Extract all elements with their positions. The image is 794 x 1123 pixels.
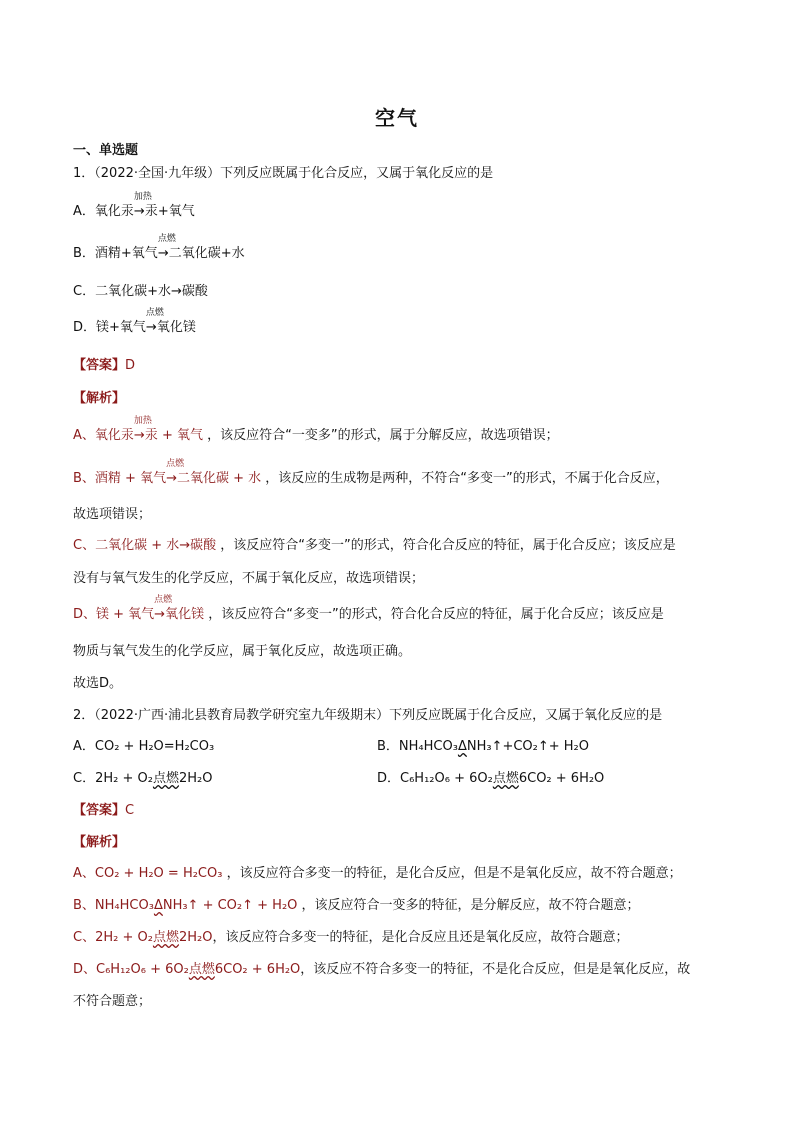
question-2-stem: 2．（2022·广西·浦北县教育局教学研究室九年级期末）下列反应既属于化合反应，又属于氧化反应的是 (73, 708, 663, 723)
question-1-option-d (73, 308, 196, 338)
answer-value: D (125, 358, 136, 373)
question-2-answer (73, 801, 134, 821)
option-text: 氧化镁 (156, 320, 196, 335)
condition-label: 点燃 (188, 962, 215, 977)
reaction-condition (133, 416, 152, 446)
reaction-condition (157, 234, 176, 264)
equation-text: 2H₂O (178, 930, 213, 945)
question-1-option-a (73, 192, 195, 222)
explanation-text: ，该反应的生成物是两种，不符合“多变一”的形式，不属于化合反应， (261, 471, 669, 486)
question-2-analysis-label (73, 833, 125, 853)
q2-explanation-d-cont: 不符合题意； (73, 994, 152, 1009)
q1-explanation-c-cont: 没有与氧气发生的化学反应，不属于氧化反应，故选项错误； (73, 571, 425, 586)
q1-explanation-c (73, 536, 676, 556)
explanation-text: ，该反应符合一变多的特征，是分解反应，故不符合题意； (297, 898, 640, 913)
condition-label: 点燃 (157, 234, 176, 244)
reaction-arrow: → (133, 428, 145, 443)
analysis-label: 【解析】 (73, 391, 126, 406)
explanation-text: ，该反应符合“一变多”的形式，属于分解反应，故选项错误； (202, 428, 559, 443)
equation-text: 6CO₂ + 6H₂O (214, 962, 301, 977)
q1-explanation-d (73, 595, 664, 625)
option-text: 2H₂O (178, 771, 213, 786)
question-2-option-a: A．CO₂ + H₂O=H₂CO₃ (73, 739, 215, 754)
question-1-option-c: C．二氧化碳+水→碳酸 (73, 284, 208, 299)
question-1-analysis-label (73, 389, 125, 409)
question-2-option-b (377, 737, 589, 757)
q2-explanation-c (73, 928, 628, 948)
equation-text: NH₃↑ + CO₂↑ + H₂O (162, 898, 298, 913)
option-text: 6CO₂ + 6H₂O (518, 771, 605, 786)
answer-value: C (125, 803, 135, 818)
answer-label: 【答案】 (73, 358, 126, 373)
option-text: NH₃↑+CO₂↑+ H₂O (466, 739, 589, 754)
equation-text: C、2H₂ + O₂ (73, 930, 153, 945)
q1-explanation-b-cont: 故选项错误； (73, 507, 152, 522)
condition-label: 点燃 (145, 308, 164, 318)
q2-explanation-b (73, 896, 640, 916)
question-1-option-b (73, 234, 245, 264)
analysis-label: 【解析】 (73, 835, 126, 850)
equation-text: D、C₆H₁₂O₆ + 6O₂ (73, 962, 189, 977)
reaction-arrow: → (154, 607, 166, 622)
option-text: B．酒精+氧气 (73, 246, 158, 261)
option-text: D．镁+氧气 (73, 320, 146, 335)
equation-text: A、CO₂ + H₂O = H₂CO₃ (73, 866, 223, 881)
q1-explanation-d-cont: 物质与氧气发生的化学反应，属于氧化反应，故选项正确。 (73, 644, 412, 659)
q2-explanation-a (73, 864, 682, 884)
equation-text: C、二氧化碳 + 水→碳酸 (73, 538, 217, 553)
page-title: 空气 (375, 106, 419, 130)
equation-text: 二氧化碳 + 水 (176, 471, 262, 486)
condition-label: 点燃 (152, 930, 179, 945)
q1-conclusion: 故选D。 (73, 676, 123, 691)
condition-label: 点燃 (166, 459, 185, 469)
option-text: C．2H₂ + O₂ (73, 771, 153, 786)
condition-label: 加热 (133, 192, 152, 202)
option-text: B．NH₄HCO₃ (377, 739, 458, 754)
option-text: 汞+氧气 (144, 204, 195, 219)
reaction-arrow: → (157, 246, 169, 261)
equation-text: B、酒精 + 氧气 (73, 471, 167, 486)
explanation-text: ，该反应符合多变一的特征，是化合反应且还是氧化反应，故符合题意； (212, 930, 629, 945)
explanation-text: ，该反应不符合多变一的特征，不是化合反应，但是是氧化反应，故 (300, 962, 691, 977)
q2-explanation-d (73, 960, 690, 980)
condition-label: 点燃 (152, 771, 179, 786)
explanation-text: ，该反应符合“多变一”的形式，符合化合反应的特征，属于化合反应；该反应是 (216, 538, 676, 553)
equation-text: D、镁 + 氧气 (73, 607, 155, 622)
question-1-answer (73, 356, 135, 376)
option-text: 二氧化碳+水 (168, 246, 245, 261)
equation-text: 氧化镁 (165, 607, 205, 622)
option-text: D．C₆H₁₂O₆ + 6O₂ (377, 771, 493, 786)
q1-explanation-b (73, 459, 669, 489)
equation-text: B、NH₄HCO₃ (73, 898, 154, 913)
reaction-condition (154, 595, 173, 625)
explanation-text: ，该反应符合多变一的特征，是化合反应，但是不是氧化反应，故不符合题意； (222, 866, 682, 881)
reaction-condition (133, 192, 152, 222)
option-text: A．氧化汞 (73, 204, 134, 219)
q1-explanation-a (73, 416, 559, 446)
question-2-option-d (377, 769, 604, 789)
equation-text: A、氧化汞 (73, 428, 134, 443)
reaction-arrow: → (145, 320, 157, 335)
condition-label: 加热 (133, 416, 152, 426)
answer-label: 【答案】 (73, 803, 126, 818)
question-1-stem: 1．（2022·全国·九年级）下列反应既属于化合反应，又属于氧化反应的是 (73, 166, 494, 181)
heat-symbol: Δ (153, 898, 163, 913)
condition-label: 点燃 (492, 771, 519, 786)
reaction-arrow: → (166, 471, 177, 486)
heat-symbol: Δ (457, 739, 467, 754)
explanation-text: ，该反应符合“多变一”的形式，符合化合反应的特征，属于化合反应；该反应是 (204, 607, 664, 622)
condition-label: 点燃 (154, 595, 173, 605)
equation-text: 汞 + 氧气 (144, 428, 203, 443)
reaction-condition (166, 459, 185, 489)
reaction-arrow: → (133, 204, 145, 219)
reaction-condition (145, 308, 164, 338)
question-2-option-c (73, 769, 212, 789)
section-heading: 一、单选题 (73, 143, 139, 158)
